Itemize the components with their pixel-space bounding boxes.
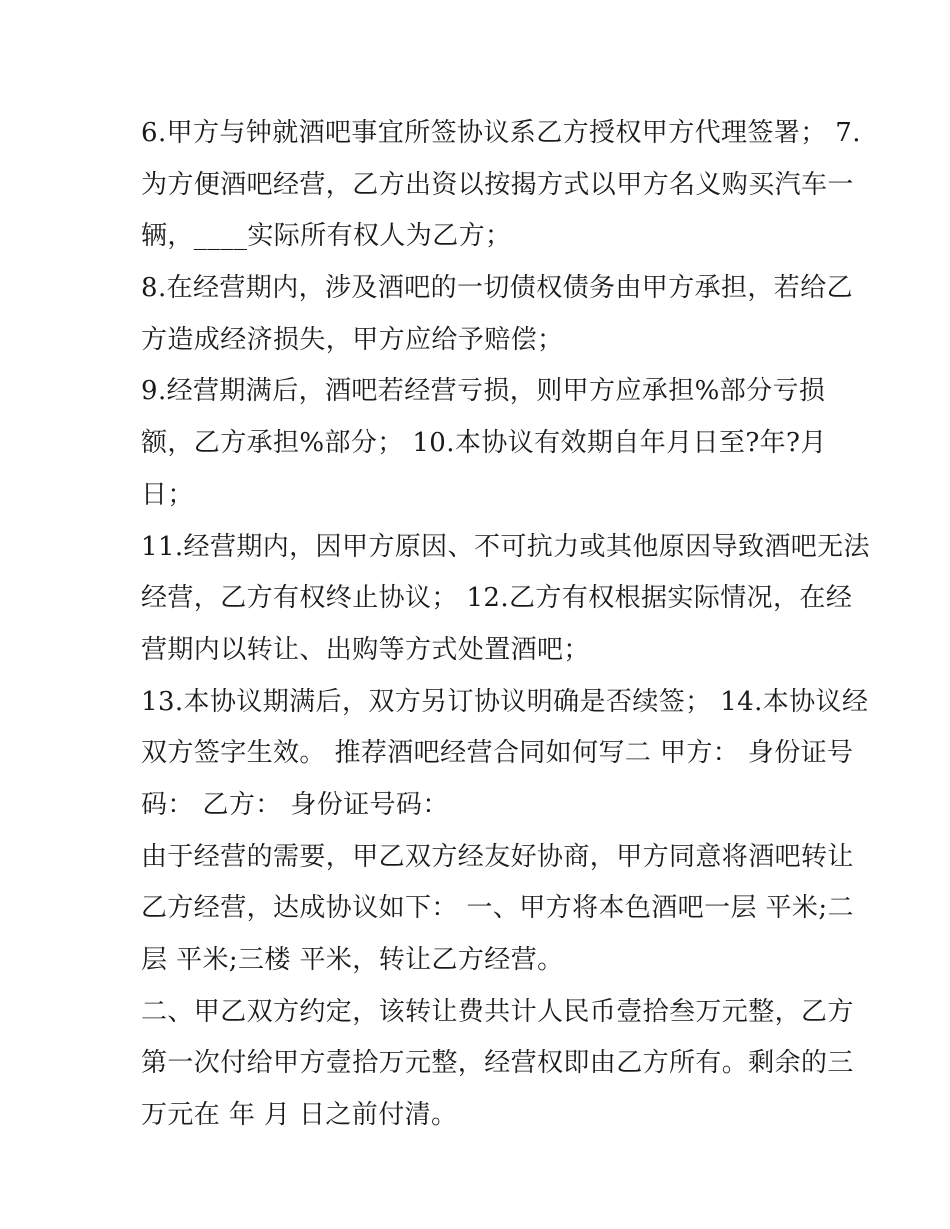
text-line: 码： 乙方： 身份证号码：	[141, 789, 449, 820]
text-line: 双方签字生效。 推荐酒吧经营合同如何写二 甲方： 身份证号	[141, 738, 854, 769]
text-line: 辆，____实际所有权人为乙方；	[141, 221, 512, 252]
text-line: 13.本协议期满后，双方另订协议明确是否续签； 14.本协议经	[141, 686, 869, 717]
text-line: 乙方经营，达成协议如下： 一、甲方将本色酒吧一层 平米;二	[141, 893, 854, 924]
text-line: 为方便酒吧经营，乙方出资以按揭方式以甲方名义购买汽车一	[141, 169, 854, 200]
text-line: 6.甲方与钟就酒吧事宜所签协议系乙方授权甲方代理签署； 7.	[141, 118, 861, 148]
text-line: 11.经营期内，因甲方原因、不可抗力或其他原因导致酒吧无法	[141, 531, 870, 562]
document-body	[141, 108, 870, 1142]
text-line: 方造成经济损失，甲方应给予赔偿；	[141, 324, 564, 355]
text-line: 二、甲乙双方约定，该转让费共计人民币壹拾叁万元整，乙方	[141, 996, 854, 1027]
text-line: 第一次付给甲方壹拾万元整，经营权即由乙方所有。剩余的三	[141, 1048, 854, 1079]
text-line: 经营，乙方有权终止协议； 12.乙方有权根据实际情况，在经	[141, 583, 853, 614]
text-line: 层 平米;三楼 平米，转让乙方经营。	[141, 945, 564, 975]
text-line: 8.在经营期内，涉及酒吧的一切债权债务由甲方承担，若给乙	[141, 273, 854, 304]
text-line: 9.经营期满后，酒吧若经营亏损，则甲方应承担%部分亏损	[141, 376, 826, 407]
text-line: 万元在 年 月 日之前付清。	[141, 1100, 458, 1131]
text-line: 营期内以转让、出购等方式处置酒吧；	[141, 634, 590, 665]
text-line: 额，乙方承担%部分； 10.本协议有效期自年月日至?年?月	[141, 428, 827, 459]
text-line: 由于经营的需要，甲乙双方经友好协商，甲方同意将酒吧转让	[141, 841, 854, 872]
text-line: 日；	[141, 479, 194, 510]
